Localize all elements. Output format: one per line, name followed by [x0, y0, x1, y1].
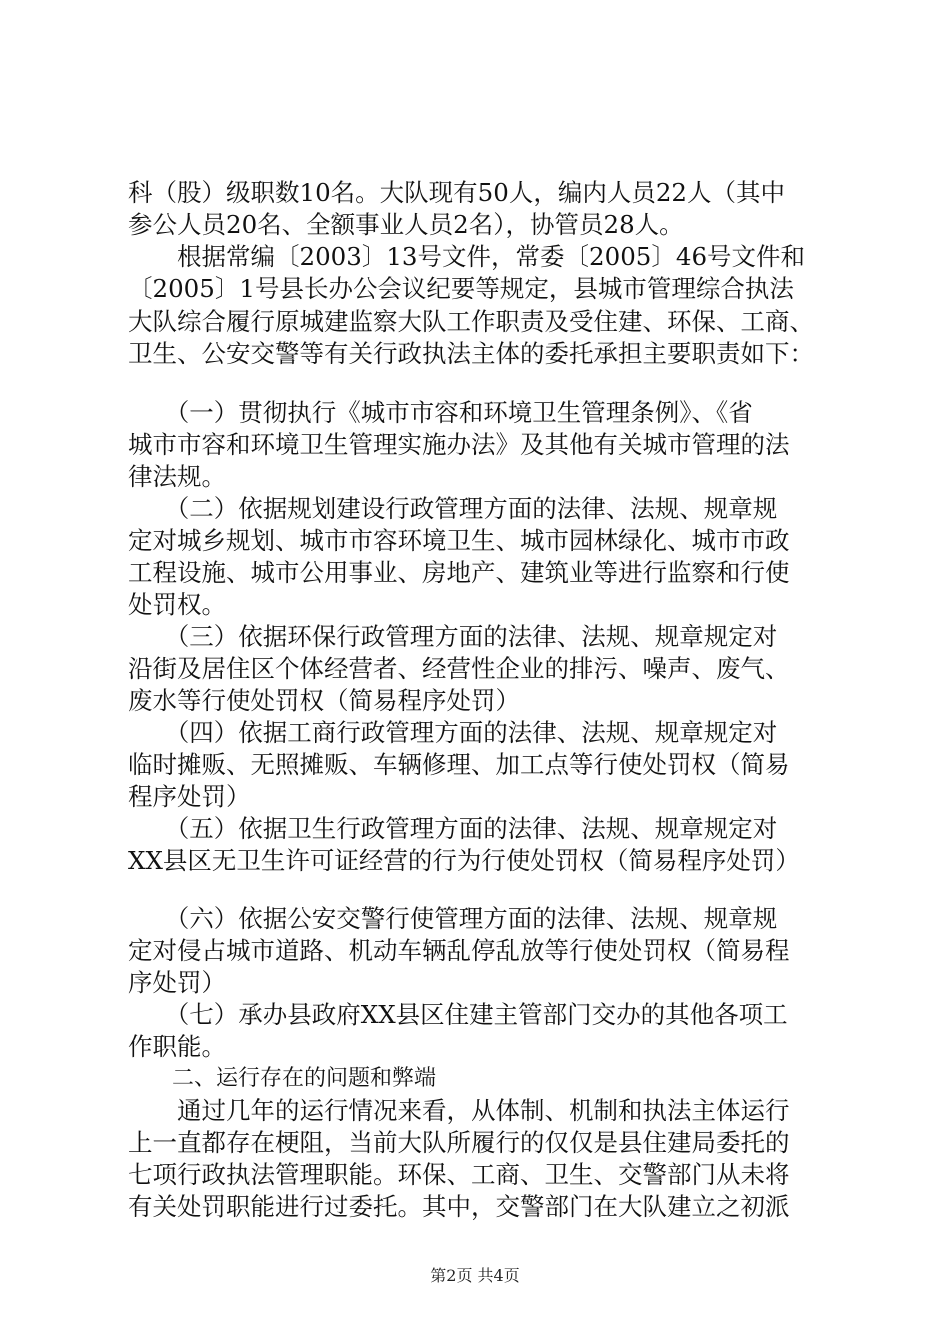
text-line: （六）依据公安交警行使管理方面的法律、法规、规章规 [128, 904, 778, 933]
text-line: XX县区无卫生许可证经营的行为行使处罚权（简易程序处罚） [128, 846, 800, 875]
text-line: （五）依据卫生行政管理方面的法律、法规、规章规定对 [128, 814, 778, 843]
section-heading: 二、运行存在的问题和弊端 [128, 1066, 437, 1091]
text-line: 参公人员20名、全额事业人员2名），协管员28人。 [128, 210, 684, 239]
text-line: 〔2005〕1号县长办公会议纪要等规定，县城市管理综合执法 [128, 274, 794, 303]
text-line: 作职能。 [128, 1032, 226, 1061]
text-line: 上一直都存在梗阻，当前大队所履行的仅仅是县住建局委托的 [128, 1128, 790, 1157]
text-line: 七项行政执法管理职能。环保、工商、卫生、交警部门从未将 [128, 1160, 790, 1189]
text-line: 卫生、公安交警等有关行政执法主体的委托承担主要职责如下： [128, 339, 814, 368]
text-line: （四）依据工商行政管理方面的法律、法规、规章规定对 [128, 718, 778, 747]
text-line: 定对城乡规划、城市市容环境卫生、城市园林绿化、城市市政 [128, 526, 790, 555]
page-footer: 第2页 共4页 [430, 1266, 520, 1285]
text-line: 有关处罚职能进行过委托。其中，交警部门在大队建立之初派 [128, 1192, 790, 1221]
text-line: 工程设施、城市公用事业、房地产、建筑业等进行监察和行使 [128, 558, 790, 587]
text-line: 通过几年的运行情况来看，从体制、机制和执法主体运行 [128, 1096, 790, 1125]
text-line: （一）贯彻执行《城市市容和环境卫生管理条例》、《省 [128, 398, 753, 427]
text-line: （二）依据规划建设行政管理方面的法律、法规、规章规 [128, 494, 778, 523]
text-line: 临时摊贩、无照摊贩、车辆修理、加工点等行使处罚权（简易 [128, 750, 790, 779]
text-line: （三）依据环保行政管理方面的法律、法规、规章规定对 [128, 622, 778, 651]
text-line: 律法规。 [128, 462, 226, 491]
text-line: 大队综合履行原城建监察大队工作职责及受住建、环保、工商、 [128, 307, 814, 336]
text-line: 定对侵占城市道路、机动车辆乱停乱放等行使处罚权（简易程 [128, 936, 790, 965]
text-line: 废水等行使处罚权（简易程序处罚） [128, 686, 520, 715]
text-line: 科（股）级职数10名。大队现有50人，编内人员22人（其中 [128, 178, 786, 207]
text-line: （七）承办县政府XX县区住建主管部门交办的其他各项工 [128, 1000, 788, 1029]
text-line: 序处罚） [128, 968, 226, 997]
text-line: 沿街及居住区个体经营者、经营性企业的排污、噪声、废气、 [128, 654, 790, 683]
text-line: 处罚权。 [128, 590, 226, 619]
text-line: 程序处罚） [128, 782, 251, 811]
text-line: 根据常编〔2003〕13号文件，常委〔2005〕46号文件和 [128, 242, 806, 271]
text-line: 城市市容和环境卫生管理实施办法》及其他有关城市管理的法 [128, 430, 790, 459]
